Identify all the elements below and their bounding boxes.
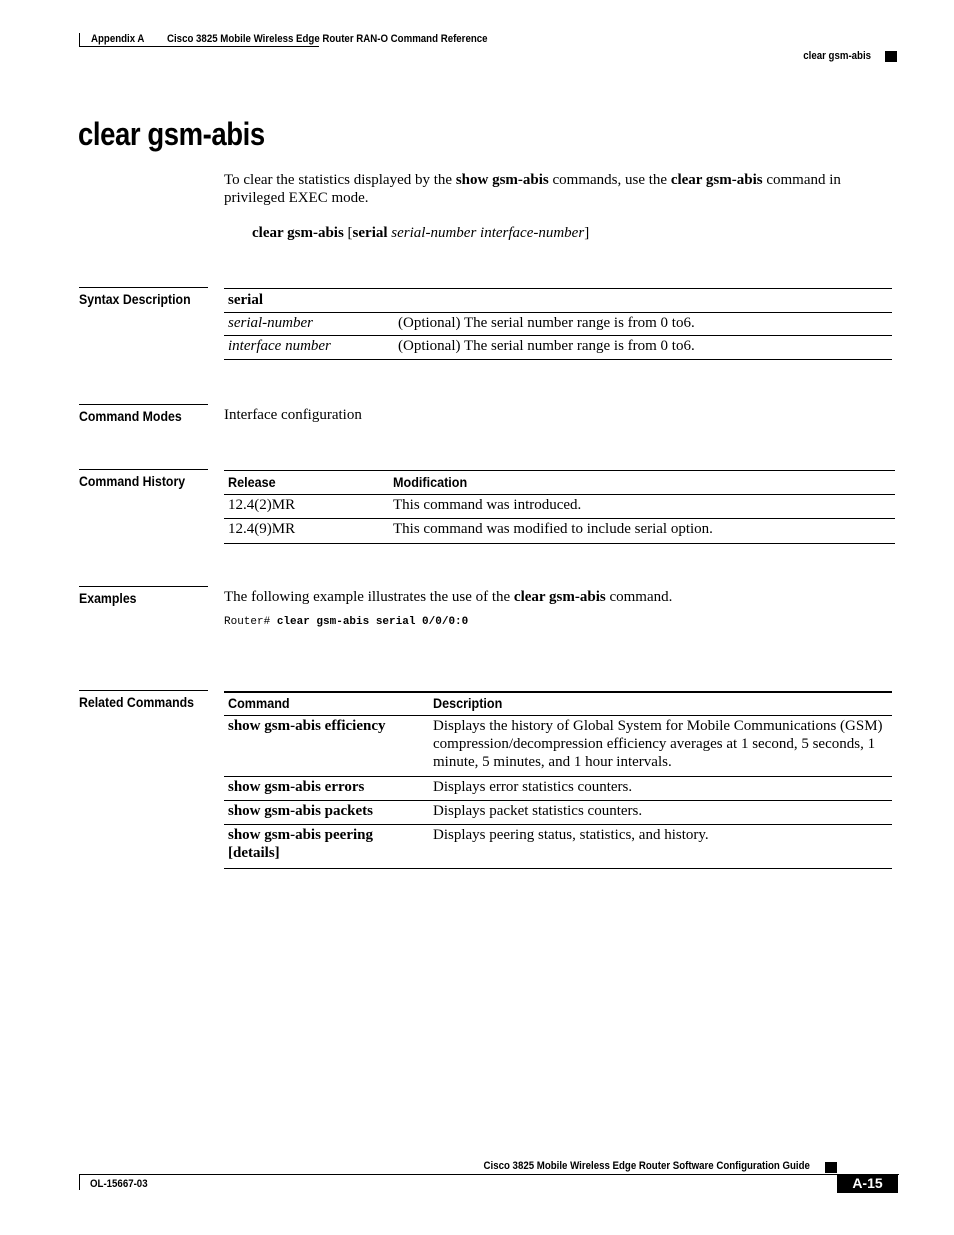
syntax-keyword: serial — [352, 225, 388, 241]
header-marker-block — [885, 51, 897, 62]
examples-text-part: The following example illustrates the use of the — [224, 589, 514, 605]
footer-rule-horizontal — [79, 1174, 899, 1175]
header-rule-horizontal — [79, 46, 319, 47]
column-header-release — [224, 471, 389, 495]
table-row — [224, 801, 892, 825]
page-title: clear gsm-abis — [78, 116, 265, 152]
related-description-cell: Displays the history of Global System for Mobile Communications (GSM) compression/decompression efficiency averages at 1 second, 5 seconds, 1 minute, 5 minutes, and 1 hour intervals. — [433, 718, 883, 770]
related-command-cell: show gsm-abis efficiency — [228, 718, 386, 734]
syntax-bracket: ] — [584, 225, 590, 241]
syntax-bracket: [ — [343, 225, 353, 241]
code-example — [224, 616, 468, 628]
related-command-cell: show gsm-abis errors — [228, 779, 365, 795]
table-row — [224, 313, 892, 336]
table-row — [224, 495, 895, 519]
section-label-examples — [79, 586, 208, 606]
related-command-cell: show gsm-abis peering [details] — [228, 827, 374, 861]
footer-rule — [79, 1174, 80, 1190]
footer-page-number: A-15 — [837, 1174, 898, 1193]
section-label-text: Command Modes — [79, 408, 182, 424]
intro-paragraph — [224, 171, 896, 207]
examples-text — [224, 588, 672, 606]
syntax-keyword-cell: serial — [228, 292, 263, 308]
header-section: clear gsm-abis — [803, 50, 871, 62]
table-row — [224, 519, 895, 544]
section-label-text: Syntax Description — [79, 291, 191, 307]
modification-cell: This command was modified to include serial option. — [393, 521, 713, 537]
column-header-description — [429, 692, 892, 716]
related-command-cell: show gsm-abis packets — [228, 803, 374, 819]
column-header-text: Description — [433, 695, 503, 711]
release-cell: 12.4(2)MR — [228, 497, 296, 513]
table-header-row — [224, 471, 895, 495]
table-row — [224, 716, 892, 777]
code-command: clear gsm-abis serial 0/0/0:0 — [276, 616, 469, 628]
command-modes-text: Interface configuration — [224, 407, 362, 423]
table-header-row — [224, 289, 892, 313]
syntax-arguments: serial-number interface-number — [387, 225, 585, 241]
intro-bold-clear: clear gsm-abis — [670, 172, 763, 188]
intro-text: command in privileged EXEC mode. — [224, 172, 841, 206]
table-row — [224, 777, 892, 801]
footer-doc-number: OL-15667-03 — [90, 1178, 148, 1190]
examples-bold-command: clear gsm-abis — [513, 589, 606, 605]
section-label-text: Command History — [79, 473, 186, 489]
command-history-table — [224, 470, 895, 544]
column-header-text: Release — [228, 474, 276, 490]
param-description: (Optional) The serial number range is from 0 to6. — [398, 338, 695, 354]
column-header-command — [224, 692, 429, 716]
section-label-command-modes — [79, 404, 208, 424]
table-row — [224, 336, 892, 360]
header-book-title: Cisco 3825 Mobile Wireless Edge Router RAN-O Command Reference — [167, 33, 488, 45]
table-row — [224, 825, 892, 869]
examples-text-part: command. — [605, 589, 673, 605]
related-commands-table — [224, 691, 892, 869]
syntax-command: clear gsm-abis — [252, 225, 344, 241]
intro-bold-show: show gsm-abis — [455, 172, 549, 188]
section-label-command-history — [79, 469, 208, 489]
related-description-cell: Displays peering status, statistics, and history. — [433, 827, 709, 843]
related-description-cell: Displays packet statistics counters. — [433, 803, 643, 819]
section-label-syntax-description — [79, 287, 208, 307]
code-prompt: Router# — [224, 616, 277, 628]
release-cell: 12.4(9)MR — [228, 521, 296, 537]
column-header-text: Command — [228, 695, 290, 711]
column-header-text: Modification — [393, 474, 468, 490]
param-name: interface number — [228, 338, 331, 354]
modification-cell: This command was introduced. — [393, 497, 582, 513]
section-label-text: Examples — [79, 590, 137, 606]
intro-text: To clear the statistics displayed by the — [224, 172, 456, 188]
footer-marker-block — [825, 1162, 837, 1173]
header-appendix: Appendix A — [91, 33, 145, 45]
section-label-text: Related Commands — [79, 694, 195, 710]
syntax-description-table — [224, 288, 892, 360]
section-label-related-commands — [79, 690, 208, 710]
related-description-cell: Displays error statistics counters. — [433, 779, 633, 795]
column-header-modification — [389, 471, 895, 495]
table-header-row — [224, 692, 892, 716]
header-rule — [79, 33, 80, 47]
param-description: (Optional) The serial number range is from 0 to6. — [398, 315, 695, 331]
footer-guide-title: Cisco 3825 Mobile Wireless Edge Router Software Configuration Guide — [483, 1160, 810, 1172]
command-syntax — [252, 224, 589, 242]
param-name: serial-number — [228, 315, 313, 331]
intro-text: commands, use the — [548, 172, 671, 188]
